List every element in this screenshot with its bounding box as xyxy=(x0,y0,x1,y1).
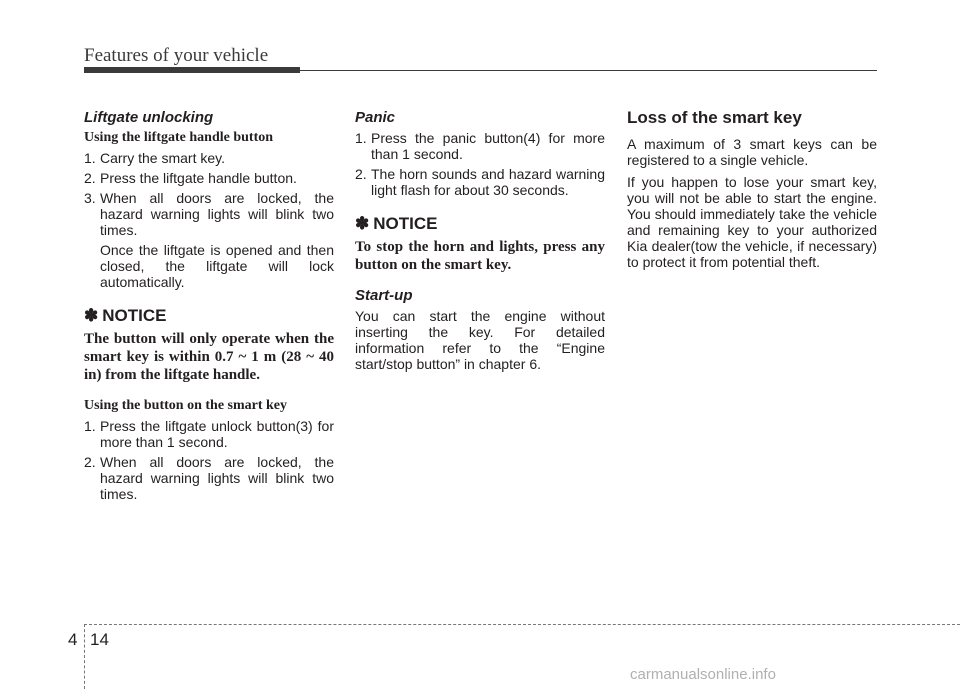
step-text: Carry the smart key. xyxy=(100,150,225,166)
step-text: Press the liftgate unlock button(3) for more than 1 second. xyxy=(100,418,334,450)
notice-label: NOTICE xyxy=(373,214,438,233)
list-item xyxy=(84,150,334,166)
step-text: When all doors are locked, the hazard warning lights will blink two times. xyxy=(100,454,334,502)
liftgate-unlocking-heading: Liftgate unlocking xyxy=(84,109,214,126)
start-up-heading: Start-up xyxy=(355,287,413,304)
loss-of-key-heading: Loss of the smart key xyxy=(627,108,802,127)
page-header-title: Features of your vehicle xyxy=(84,45,269,66)
notice-text: The button will only operate when the smart key is within 0.7 ~ 1 m (28 ~ 40 in) from the liftgate handle. xyxy=(84,331,334,383)
handle-button-steps xyxy=(84,150,334,290)
step-number: 2. xyxy=(355,166,367,182)
step-number: 1. xyxy=(84,418,96,434)
step-text: Press the panic button(4) for more than 1 second. xyxy=(371,130,605,162)
notice-icon: ✽ xyxy=(84,306,99,325)
header-rule xyxy=(300,70,877,71)
step-text: Press the liftgate handle button. xyxy=(100,170,297,186)
step-number: 2. xyxy=(84,454,96,470)
step-text: The horn sounds and hazard warning light flash for about 30 seconds. xyxy=(371,166,605,198)
header-bar xyxy=(84,67,300,73)
notice-heading xyxy=(84,308,334,324)
list-item xyxy=(84,418,334,450)
page-number: 14 xyxy=(90,630,109,649)
step-number: 3. xyxy=(84,190,96,206)
handle-button-subheading: Using the liftgate handle button xyxy=(84,130,274,145)
column-panic xyxy=(355,110,605,378)
notice-icon: ✽ xyxy=(355,214,370,233)
list-item xyxy=(84,190,334,290)
step-number: 2. xyxy=(84,170,96,186)
notice-heading xyxy=(355,216,605,232)
notice-label: NOTICE xyxy=(102,306,167,325)
column-liftgate xyxy=(84,110,334,506)
list-item xyxy=(355,166,605,198)
column-loss-of-key xyxy=(627,110,877,276)
smart-key-button-steps xyxy=(84,418,334,502)
list-item xyxy=(84,170,334,186)
loss-of-key-paragraph: If you happen to lose your smart key, you will not be able to start the engine. You should immediately take the vehicle and remaining key to your authorized Kia dealer(tow the vehicle, if necessary) to protect it from potential theft. xyxy=(627,174,877,270)
panic-heading: Panic xyxy=(355,109,396,126)
smart-key-button-subheading: Using the button on the smart key xyxy=(84,398,288,413)
notice-text: To stop the horn and lights, press any button on the smart key. xyxy=(355,239,605,273)
footer-divider xyxy=(84,624,85,689)
list-item xyxy=(84,454,334,502)
chapter-number: 4 xyxy=(68,630,78,649)
start-up-paragraph: You can start the engine without inserting the key. For detailed information refer to the “Engine start/stop button” in chapter 6. xyxy=(355,308,605,372)
step-number: 1. xyxy=(84,150,96,166)
step-number: 1. xyxy=(355,130,367,146)
step-extra-text: Once the liftgate is opened and then closed, the liftgate will lock automatically. xyxy=(100,242,334,290)
step-text: When all doors are locked, the hazard warning lights will blink two times. xyxy=(100,190,334,238)
loss-of-key-paragraph: A maximum of 3 smart keys can be registered to a single vehicle. xyxy=(627,136,877,168)
footer-rule xyxy=(84,624,960,625)
list-item xyxy=(355,130,605,162)
watermark: carmanualsonline.info xyxy=(630,666,776,683)
panic-steps xyxy=(355,130,605,198)
